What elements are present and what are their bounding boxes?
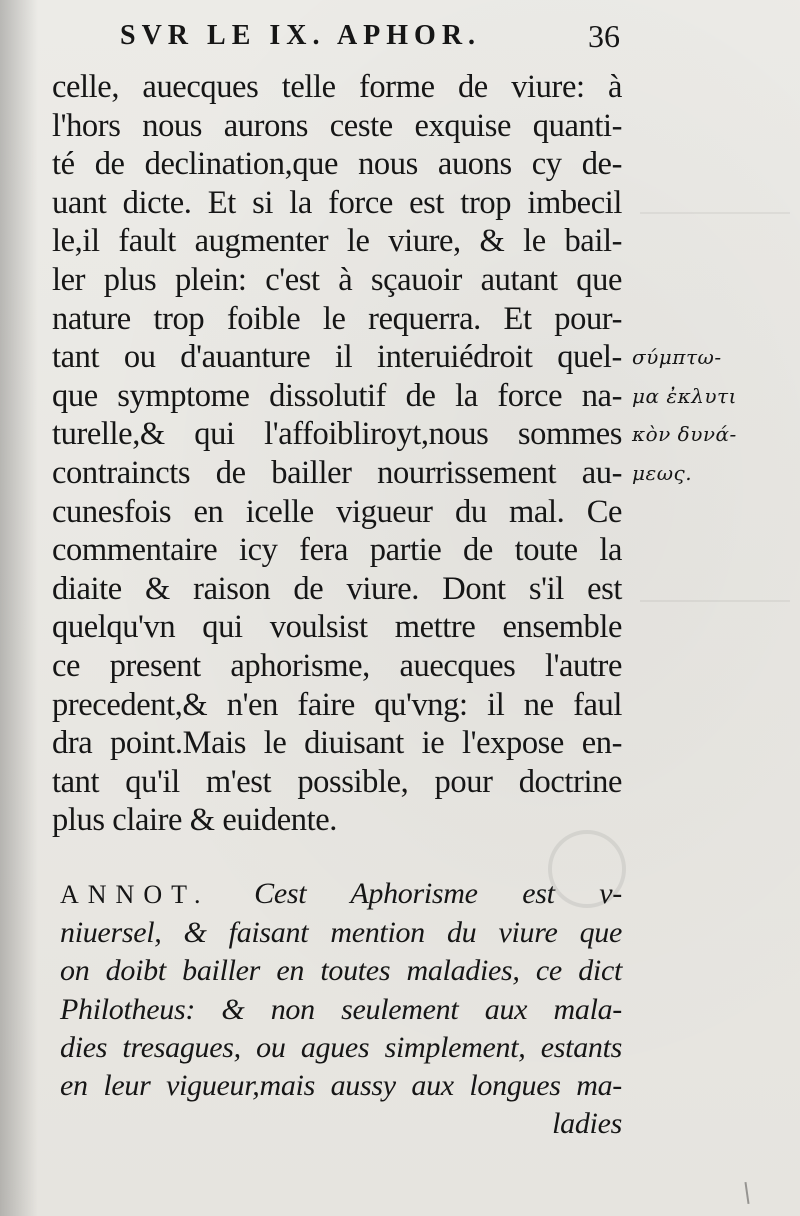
annotation-line: on doibt bailler en toutes maladies, ce dict — [60, 954, 622, 988]
text-line: turelle,& qui l'affoibliroyt,nous sommes — [52, 416, 622, 453]
page-edge-mark — [744, 1182, 749, 1204]
gutter-shadow — [0, 0, 38, 1216]
text-line: ce present aphorisme, auecques l'autre — [52, 647, 622, 684]
text-line: le,il fault augmenter le viure, & le bail- — [52, 223, 622, 260]
text-line: tant qu'il m'est possible, pour doctrine — [52, 763, 622, 800]
catchword: ladies — [552, 1107, 622, 1141]
margin-note-line: σύμπτω- — [632, 345, 722, 369]
annotation-line: Philotheus: & non seulement aux mala- — [60, 992, 622, 1026]
annotation-first-line — [60, 875, 622, 914]
text-line: celle, auecques telle forme de viure: à — [52, 69, 622, 105]
text-line: plus claire & euidente. — [52, 802, 337, 839]
text-line: uant dicte. Et si la force est trop imbecil — [52, 184, 622, 221]
text-line: té de declination,que nous auons cy de- — [52, 146, 622, 183]
text-line: precedent,& n'en faire qu'vng: il ne faul — [52, 686, 622, 723]
page-number: 36 — [588, 18, 620, 54]
annotation-line: en leur vigueur,mais aussy aux longues ma- — [60, 1069, 622, 1103]
text-line: quelqu'vn qui voulsist mettre ensemble — [52, 609, 622, 646]
text-line: tant ou d'auanture il interuiédroit quel- — [52, 339, 622, 376]
text-line: l'hors nous aurons ceste exquise quanti- — [52, 107, 622, 144]
text-line: commentaire icy fera partie de toute la — [52, 532, 622, 569]
bleed-through-mark — [640, 600, 790, 782]
page-header — [120, 12, 620, 52]
text-line: dra point.Mais le diuisant ie l'expose en- — [52, 725, 622, 762]
text-line: cunesfois en icelle vigueur du mal. Ce — [52, 493, 622, 530]
main-text-block — [52, 68, 622, 840]
text-line: diaite & raison de viure. Dont s'il est — [52, 570, 622, 607]
annotation-block — [60, 875, 622, 1143]
annotation-label: ANNOT. — [60, 880, 210, 909]
margin-note-line: μεως. — [632, 460, 693, 485]
text-line: que symptome dissolutif de la force na- — [52, 377, 622, 414]
running-head: SVR LE IX. APHOR. — [120, 20, 482, 51]
annotation-line: dies tresagues, ou agues simplement, estants — [60, 1030, 622, 1064]
annotation-line: niuersel, & faisant mention du viure que — [60, 916, 622, 950]
text-line: ler plus plein: c'est à sçauoir autant que — [52, 261, 622, 298]
text-line: contraincts de bailler nourrissement au- — [52, 454, 622, 491]
margin-note-greek — [632, 338, 792, 492]
annotation-text: Cest Aphorisme est v- — [254, 877, 622, 910]
margin-note-line: μα ἐκλυτι — [632, 383, 737, 408]
bleed-through-mark — [640, 212, 790, 304]
text-line: nature trop foible le requerra. Et pour- — [52, 300, 622, 337]
margin-note-line: κὸν δυνά- — [632, 422, 737, 447]
